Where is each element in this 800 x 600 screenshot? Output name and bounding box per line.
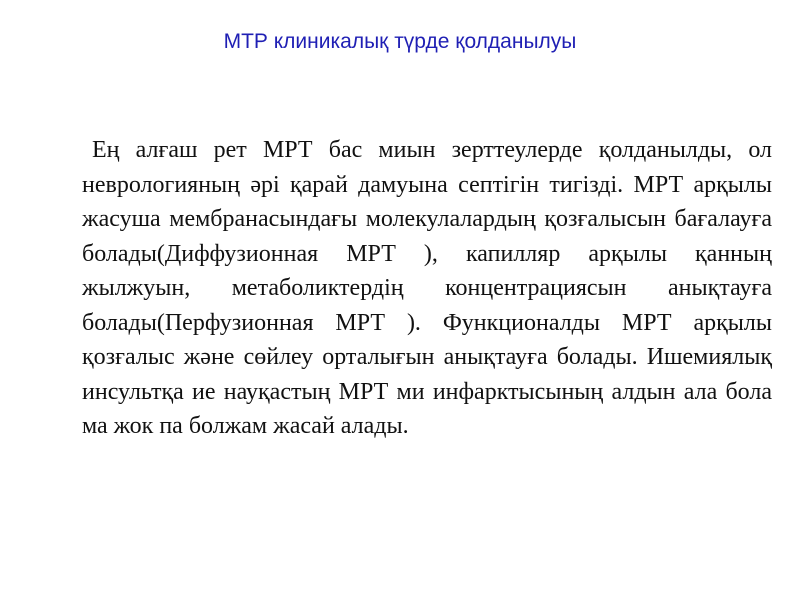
slide-title: МТР клиникалық түрде қолданылуы: [223, 30, 577, 53]
slide-body-paragraph: Ең алғаш рет МРТ бас миын зерттеулерде қолданылды, ол неврологияның әрі қарай дамуына септігін тигізді. МРТ арқылы жасуша мембранасындағы молекулалардың қозғалысын бағалауға болады(Диффузионная МРТ ), капилляр арқылы қанның жылжуын, метаболиктердің концентрациясын анықтауға болады(Перфузионная МРТ ). Функционалды МРТ арқылы қозғалыс және сөйлеу орталығын анықтауға болады. Ишемиялық инсультқа ие науқастың МРТ ми инфарктысының алдын ала бола ма жок па болжам жасай алады.: [82, 137, 772, 439]
